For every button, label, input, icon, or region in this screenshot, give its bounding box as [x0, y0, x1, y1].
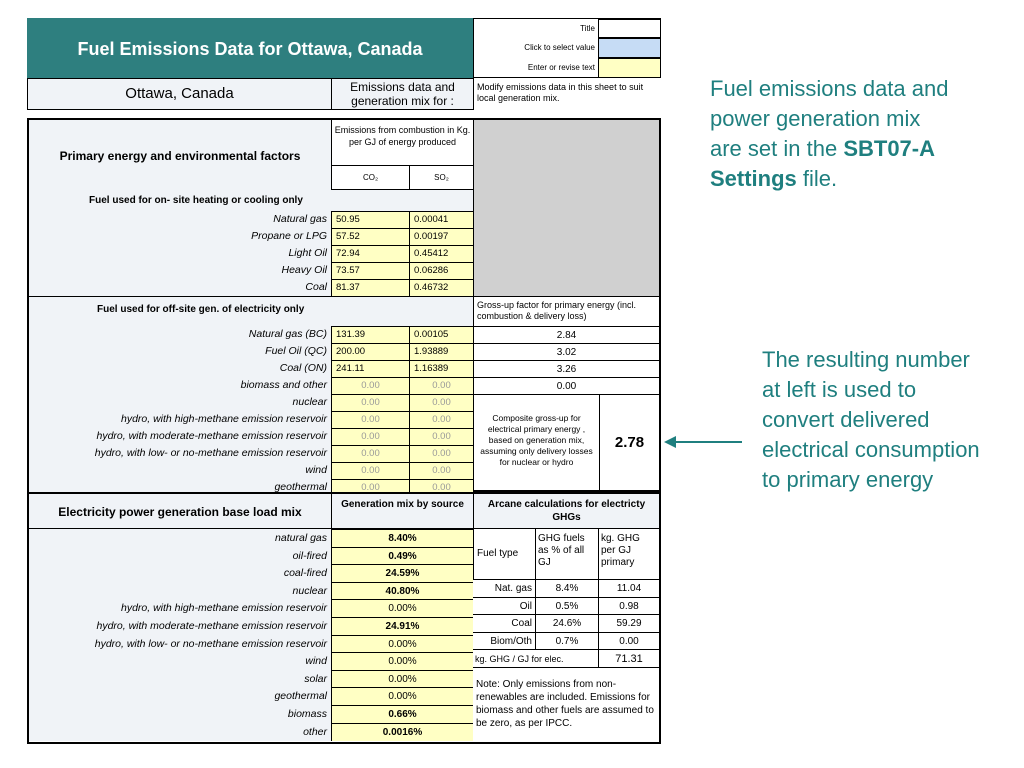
- generation-mix-value[interactable]: 0.66%: [331, 705, 473, 723]
- so2-value[interactable]: 0.00: [409, 462, 473, 479]
- fuel-name: Natural gas (BC): [29, 326, 331, 343]
- primary-title: Primary energy and environmental factors: [59, 149, 301, 163]
- grossup-header: Gross-up factor for primary energy (incl. combustion & delivery loss): [473, 296, 659, 326]
- arcane-col3-header: kg. GHG per GJ primary: [598, 529, 659, 579]
- mix-header: Generation mix by source: [331, 494, 473, 529]
- so2-value[interactable]: 0.00: [409, 445, 473, 462]
- arcane-fuel-type: Oil: [473, 597, 535, 615]
- arcane-col1-header: Fuel type: [473, 529, 535, 579]
- offsite-title: Fuel used for off-site gen. of electricity only: [97, 304, 305, 315]
- onsite-title: Fuel used for on- site heating or cooling only: [89, 195, 303, 206]
- side-note-text-a: Fuel emissions data and power generation mix are set in the: [710, 76, 949, 161]
- generation-source-name: hydro, with low- or no-methane emission reservoir: [29, 635, 331, 653]
- side-note-settings: [710, 74, 950, 194]
- total-label: kg. GHG / GJ for elec.: [473, 649, 598, 667]
- composite-value: 2.78: [599, 394, 659, 490]
- so2-value[interactable]: 0.00: [409, 394, 473, 411]
- arcane-pct: 0.7%: [535, 632, 598, 650]
- so2-value[interactable]: 0.00: [409, 377, 473, 394]
- arcane-pct: 0.5%: [535, 597, 598, 615]
- fuel-name: Propane or LPG: [29, 228, 331, 245]
- fuel-name: hydro, with low- or no-methane emission reservoir: [29, 445, 331, 462]
- so2-value[interactable]: 0.45412: [409, 245, 473, 262]
- legend-title-swatch: [598, 19, 661, 38]
- generation-mix-value[interactable]: 0.00%: [331, 599, 473, 617]
- co2-value[interactable]: 0.00: [331, 428, 409, 445]
- co2-value[interactable]: 0.00: [331, 462, 409, 479]
- so2-value[interactable]: 0.00105: [409, 326, 473, 343]
- co2-value[interactable]: 131.39: [331, 326, 409, 343]
- fuel-name: wind: [29, 462, 331, 479]
- co2-value[interactable]: 200.00: [331, 343, 409, 360]
- arcane-header: Arcane calculations for electricty GHGs: [473, 494, 659, 529]
- so2-value[interactable]: 0.00: [409, 411, 473, 428]
- generation-mix-value[interactable]: 0.49%: [331, 547, 473, 565]
- co2-value[interactable]: 72.94: [331, 245, 409, 262]
- arcane-fuel-type: Biom/Oth: [473, 632, 535, 650]
- legend-enter-swatch: [598, 58, 661, 78]
- generation-source-name: wind: [29, 652, 331, 670]
- so2-value[interactable]: 0.00: [409, 479, 473, 496]
- generation-title: Electricity power generation base load mix: [58, 505, 302, 519]
- arcane-kg: 0.00: [598, 632, 659, 650]
- fuel-name: hydro, with high-methane emission reservoir: [29, 411, 331, 428]
- co2-value[interactable]: 0.00: [331, 377, 409, 394]
- total-value: 71.31: [598, 649, 659, 667]
- side-note-text-c: file.: [796, 166, 838, 191]
- generation-source-name: nuclear: [29, 582, 331, 600]
- generation-mix-value[interactable]: 0.0016%: [331, 723, 473, 741]
- generation-mix-value[interactable]: 0.00%: [331, 635, 473, 653]
- so2-value[interactable]: 0.00: [409, 428, 473, 445]
- co2-value[interactable]: 0.00: [331, 394, 409, 411]
- generation-mix-value[interactable]: 24.59%: [331, 564, 473, 582]
- arcane-fuel-type: Coal: [473, 614, 535, 632]
- arcane-kg: 59.29: [598, 614, 659, 632]
- composite-label: Composite gross-up for electrical primary energy , based on generation mix, assuming only delivery losses for nuclear or hydro: [473, 394, 599, 490]
- co2-value[interactable]: 57.52: [331, 228, 409, 245]
- so2-value[interactable]: 0.46732: [409, 279, 473, 296]
- legend-select-label: Click to select value: [524, 43, 595, 52]
- arcane-fuel-type: Nat. gas: [473, 579, 535, 597]
- modify-note: Modify emissions data in this sheet to suit local generation mix.: [473, 78, 661, 110]
- so2-value[interactable]: 0.00041: [409, 211, 473, 228]
- co2-value[interactable]: 0.00: [331, 411, 409, 428]
- fuel-name: Fuel Oil (QC): [29, 343, 331, 360]
- fuel-name: hydro, with moderate-methane emission reservoir: [29, 428, 331, 445]
- co2-value[interactable]: 0.00: [331, 445, 409, 462]
- fuel-name: biomass and other: [29, 377, 331, 394]
- fuel-name: Coal (ON): [29, 360, 331, 377]
- fuel-name: Heavy Oil: [29, 262, 331, 279]
- generation-mix-value[interactable]: 0.00%: [331, 670, 473, 688]
- grossup-value: 3.02: [473, 343, 659, 360]
- co2-value[interactable]: 241.11: [331, 360, 409, 377]
- arcane-kg: 11.04: [598, 579, 659, 597]
- generation-source-name: coal-fired: [29, 564, 331, 582]
- arcane-col2-header: GHG fuels as % of all GJ: [535, 529, 598, 579]
- co2-value[interactable]: 0.00: [331, 479, 409, 496]
- generation-mix-value[interactable]: 0.00%: [331, 687, 473, 705]
- side-note-result: The resulting number at left is used to convert delivered electrical consumption to primary energy: [762, 347, 980, 492]
- generation-source-name: natural gas: [29, 529, 331, 547]
- generation-mix-value[interactable]: 24.91%: [331, 617, 473, 635]
- generation-source-name: oil-fired: [29, 547, 331, 565]
- arcane-kg: 0.98: [598, 597, 659, 615]
- fuel-name: Light Oil: [29, 245, 331, 262]
- generation-source-name: solar: [29, 670, 331, 688]
- so2-value[interactable]: 1.16389: [409, 360, 473, 377]
- side-note-file: SBT07-A Settings: [710, 136, 935, 191]
- fuel-name: nuclear: [29, 394, 331, 411]
- co2-value[interactable]: 50.95: [331, 211, 409, 228]
- emissions-for-label: Emissions data and generation mix for :: [331, 78, 473, 110]
- grossup-value: 3.26: [473, 360, 659, 377]
- legend-title-label: Title: [580, 24, 595, 33]
- co2-value[interactable]: 81.37: [331, 279, 409, 296]
- generation-mix-value[interactable]: 8.40%: [331, 529, 473, 547]
- legend-select-swatch: [598, 38, 661, 58]
- generation-source-name: other: [29, 723, 331, 741]
- emissions-header: Emissions from combustion in Kg. per GJ of energy produced: [331, 120, 473, 166]
- grossup-value: 0.00: [473, 377, 659, 394]
- generation-source-name: geothermal: [29, 687, 331, 705]
- legend-enter-label: Enter or revise text: [527, 63, 595, 72]
- arrow-left-icon: [664, 435, 744, 449]
- generation-mix-value[interactable]: 40.80%: [331, 582, 473, 600]
- fuel-name: Natural gas: [29, 211, 331, 228]
- so2-value[interactable]: 1.93889: [409, 343, 473, 360]
- grossup-value: 2.84: [473, 326, 659, 343]
- co2-header: CO₂: [331, 166, 409, 190]
- arcane-pct: 8.4%: [535, 579, 598, 597]
- gray-block: [473, 120, 659, 296]
- ipcc-note: Note: Only emissions from non-renewables are included. Emissions for biomass and other fuels are assumed to be zero, as per IPCC.: [473, 667, 659, 742]
- generation-source-name: hydro, with high-methane emission reservoir: [29, 599, 331, 617]
- arcane-pct: 24.6%: [535, 614, 598, 632]
- generation-mix-value[interactable]: 0.00%: [331, 652, 473, 670]
- generation-source-name: hydro, with moderate-methane emission reservoir: [29, 617, 331, 635]
- co2-value[interactable]: 73.57: [331, 262, 409, 279]
- fuel-name: Coal: [29, 279, 331, 296]
- fuel-name: geothermal: [29, 479, 331, 496]
- so2-value[interactable]: 0.06286: [409, 262, 473, 279]
- location-field[interactable]: Ottawa, Canada: [125, 85, 234, 102]
- so2-header: SO₂: [409, 166, 473, 190]
- so2-value[interactable]: 0.00197: [409, 228, 473, 245]
- page-title: Fuel Emissions Data for Ottawa, Canada: [77, 39, 423, 59]
- generation-source-name: biomass: [29, 705, 331, 723]
